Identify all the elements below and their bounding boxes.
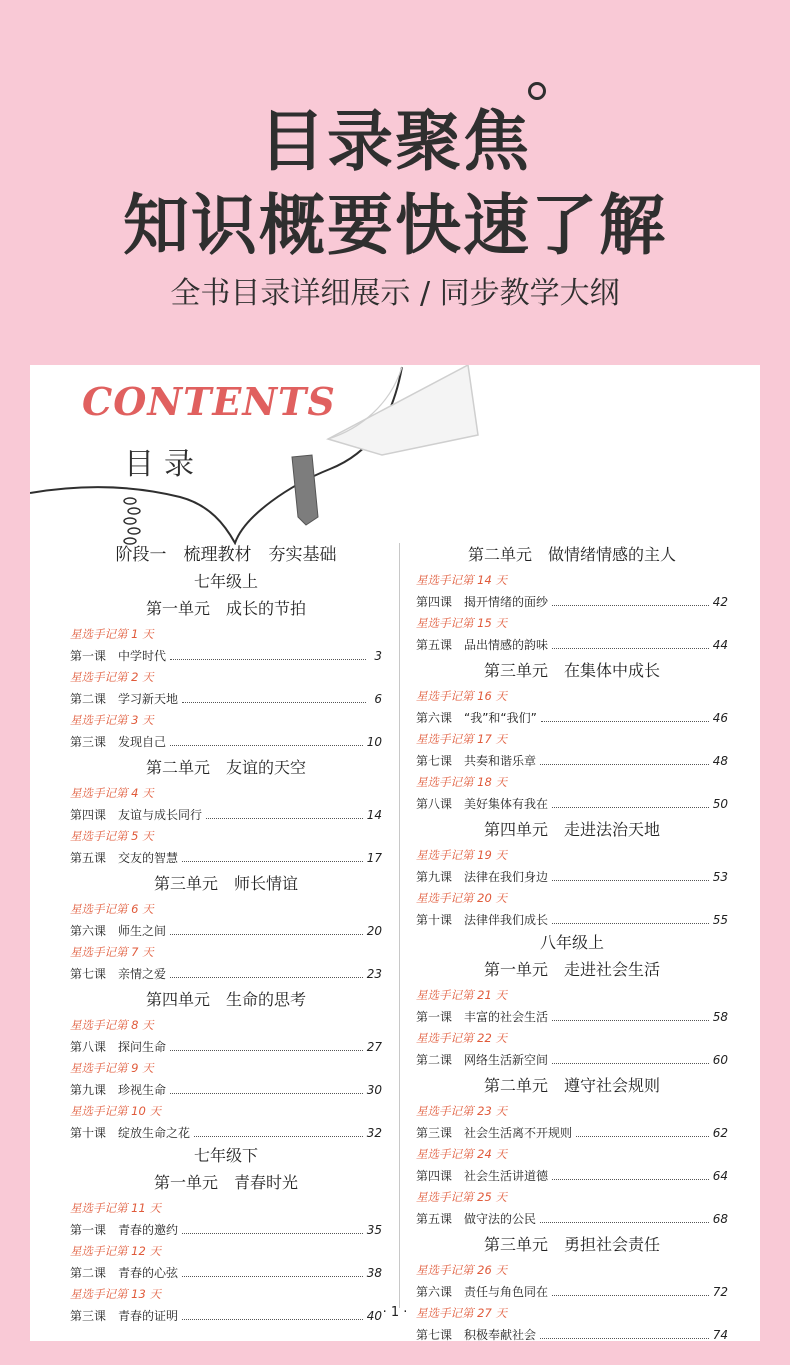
dot-leader [206,807,363,819]
toc-unit-heading: 第二单元 遵守社会规则 [483,1076,660,1095]
lesson-title: 第二课 学习新天地 [70,692,179,706]
headline-line1: 目录聚焦 [259,103,531,180]
lesson-page: 50 [712,797,728,811]
lesson-title: 第七课 亲情之爱 [70,967,167,981]
lesson-title: 第十课 法律伴我们成长 [416,913,549,927]
lesson-title: 第一课 中学时代 [70,649,167,663]
dot-leader [170,734,363,746]
toc-day-note: 星选手记第 22 天 [416,1031,507,1045]
lesson-title: 第七课 积极奉献社会 [416,1328,537,1341]
toc-lesson-row [70,688,382,710]
dot-leader [552,1052,709,1064]
lesson-page: 35 [366,1223,382,1237]
toc-lesson-row [416,1165,728,1187]
toc-grade-heading: 七年级下 [193,1146,258,1165]
toc-lesson-row [416,1281,728,1303]
lesson-page: 46 [712,711,728,725]
lesson-title: 第八课 美好集体有我在 [416,797,549,811]
toc-day-note: 星选手记第 4 天 [70,786,154,800]
toc-stage-heading: 阶段一 梳理教材 夯实基础 [115,545,337,565]
toc-lesson-row [70,1036,382,1058]
lesson-title: 第三课 社会生活离不开规则 [416,1126,573,1140]
toc-lesson-row [70,920,382,942]
toc-unit-heading: 第三单元 在集体中成长 [483,661,660,680]
lesson-page: 10 [366,735,382,749]
toc-day-note: 星选手记第 9 天 [70,1061,154,1075]
dot-leader [552,1284,709,1296]
lesson-page: 74 [712,1328,728,1341]
toc-lesson-row [416,634,728,656]
lesson-title: 第一课 丰富的社会生活 [416,1010,549,1024]
toc-unit-heading: 第三单元 师长情谊 [153,874,298,893]
headline-line2: 知识概要快速了解 [123,187,667,264]
toc-lesson-row [416,866,728,888]
column-divider [399,543,400,1308]
toc-left-column [70,540,382,1327]
lesson-page: 27 [366,1040,382,1054]
dot-leader [540,1211,709,1223]
toc-unit-heading: 第一单元 青春时光 [153,1173,298,1192]
lesson-title: 第三课 发现自己 [70,735,167,749]
lesson-title: 第六课 责任与角色同在 [416,1285,549,1299]
lesson-title: 第五课 品出情感的韵味 [416,638,549,652]
contents-wordmark: CONTENTS [82,379,336,424]
dot-leader [182,850,363,862]
toc-lesson-row [416,1208,728,1230]
toc-lesson-row [70,963,382,985]
dot-leader [194,1125,363,1137]
lesson-title: 第十课 绽放生命之花 [70,1126,191,1140]
toc-day-note: 星选手记第 19 天 [416,848,507,862]
toc-day-note: 星选手记第 24 天 [416,1147,507,1161]
toc-unit-heading: 第一单元 成长的节拍 [145,599,306,618]
toc-day-note: 星选手记第 15 天 [416,616,507,630]
lesson-page: 20 [366,924,382,938]
lesson-title: 第三课 青春的证明 [70,1309,179,1323]
toc-lesson-row [70,804,382,826]
toc-lesson-row [70,1122,382,1144]
toc-day-note: 星选手记第 17 天 [416,732,507,746]
lesson-title: 第四课 友谊与成长同行 [70,808,203,822]
toc-day-note: 星选手记第 18 天 [416,775,507,789]
dot-leader [182,1222,363,1234]
dot-leader [552,594,709,606]
lesson-title: 第五课 做守法的公民 [416,1212,537,1226]
circle-dot-icon [528,82,546,100]
lesson-page: 23 [366,967,382,981]
toc-day-note: 星选手记第 2 天 [70,670,154,684]
lesson-page: 6 [374,692,382,706]
lesson-title: 第七课 共奏和谐乐章 [416,754,537,768]
dot-leader [552,869,709,881]
toc-unit-heading: 第二单元 友谊的天空 [145,758,306,777]
toc-unit-heading: 第三单元 勇担社会责任 [483,1235,660,1254]
toc-day-note: 星选手记第 20 天 [416,891,507,905]
dot-leader [552,796,709,808]
toc-lesson-row [416,909,728,931]
toc-lesson-row [416,1006,728,1028]
lesson-title: 第六课 “我”和“我们” [416,711,537,725]
dot-leader [182,1265,363,1277]
lesson-title: 第一课 青春的邀约 [70,1223,179,1237]
toc-day-note: 星选手记第 27 天 [416,1306,507,1320]
toc-day-note: 星选手记第 8 天 [70,1018,154,1032]
dot-leader [540,1327,709,1339]
dot-leader [170,1082,363,1094]
toc-day-note: 星选手记第 25 天 [416,1190,507,1204]
lesson-title: 第二课 网络生活新空间 [416,1053,549,1067]
lesson-page: 60 [712,1053,728,1067]
lesson-page: 68 [712,1212,728,1226]
lesson-page: 38 [366,1266,382,1280]
toc-day-note: 星选手记第 3 天 [70,713,154,727]
dot-leader [170,1039,363,1051]
toc-lesson-row [70,645,382,667]
toc-unit-heading: 第四单元 生命的思考 [145,990,306,1009]
dot-leader [541,710,709,722]
toc-lesson-row [416,793,728,815]
dot-leader [182,691,366,703]
dot-leader [576,1125,709,1137]
lesson-page: 14 [366,808,382,822]
toc-day-note: 星选手记第 12 天 [70,1244,161,1258]
toc-lesson-row [416,707,728,729]
toc-day-note: 星选手记第 14 天 [416,573,507,587]
lesson-title: 第四课 社会生活讲道德 [416,1169,549,1183]
toc-lesson-row [416,1049,728,1071]
toc-lesson-row [70,1262,382,1284]
header-banner [0,0,790,365]
toc-lesson-row [416,591,728,613]
header-subtitle: 全书目录详细展示 / 同步教学大纲 [170,276,620,311]
dot-leader [170,923,363,935]
toc-day-note: 星选手记第 1 天 [70,627,154,641]
toc-day-note: 星选手记第 23 天 [416,1104,507,1118]
toc-unit-heading: 第二单元 做情绪情感的主人 [467,545,676,564]
dot-leader [552,912,709,924]
lesson-title: 第九课 珍视生命 [70,1083,167,1097]
toc-lesson-row [416,750,728,772]
dot-leader [170,648,366,660]
lesson-title: 第六课 师生之间 [70,924,167,938]
lesson-page: 44 [712,638,728,652]
dot-leader [552,1168,709,1180]
dot-leader [552,1009,709,1021]
toc-grade-heading: 八年级上 [539,933,604,952]
toc-day-note: 星选手记第 6 天 [70,902,154,916]
lesson-title: 第五课 交友的智慧 [70,851,179,865]
toc-lesson-row [70,847,382,869]
lesson-title: 第四课 揭开情绪的面纱 [416,595,549,609]
toc-lesson-row [416,1324,728,1341]
toc-lesson-row [70,1219,382,1241]
lesson-page: 53 [712,870,728,884]
contents-page [30,365,760,1341]
lesson-title: 第九课 法律在我们身边 [416,870,549,884]
toc-day-note: 星选手记第 7 天 [70,945,154,959]
lesson-page: 40 [366,1309,382,1323]
lesson-page: 30 [366,1083,382,1097]
toc-grade-heading: 七年级上 [193,572,258,591]
toc-right-column [416,540,728,1341]
dot-leader [170,966,363,978]
lesson-page: 55 [712,913,728,927]
toc-lesson-row [70,1079,382,1101]
toc-day-note: 星选手记第 26 天 [416,1263,507,1277]
lesson-page: 72 [712,1285,728,1299]
lesson-page: 48 [712,754,728,768]
toc-unit-heading: 第一单元 走进社会生活 [483,960,660,979]
lesson-page: 64 [712,1169,728,1183]
toc-lesson-row [70,731,382,753]
toc-day-note: 星选手记第 5 天 [70,829,154,843]
page-number: · 1 · [382,1305,408,1320]
mulu-heading: 目录 [124,447,204,482]
lesson-page: 42 [712,595,728,609]
dot-leader [552,637,709,649]
lesson-title: 第二课 青春的心弦 [70,1266,179,1280]
lesson-page: 58 [712,1010,728,1024]
lesson-title: 第八课 探问生命 [70,1040,167,1054]
lesson-page: 32 [366,1126,382,1140]
lesson-page: 17 [366,851,382,865]
toc-unit-heading: 第四单元 走进法治天地 [483,820,660,839]
toc-lesson-row [416,1122,728,1144]
dot-leader [540,753,709,765]
toc-day-note: 星选手记第 13 天 [70,1287,161,1301]
lesson-page: 3 [374,649,382,663]
toc-day-note: 星选手记第 10 天 [70,1104,161,1118]
lesson-page: 62 [712,1126,728,1140]
toc-day-note: 星选手记第 16 天 [416,689,507,703]
toc-day-note: 星选手记第 11 天 [70,1201,161,1215]
toc-day-note: 星选手记第 21 天 [416,988,507,1002]
